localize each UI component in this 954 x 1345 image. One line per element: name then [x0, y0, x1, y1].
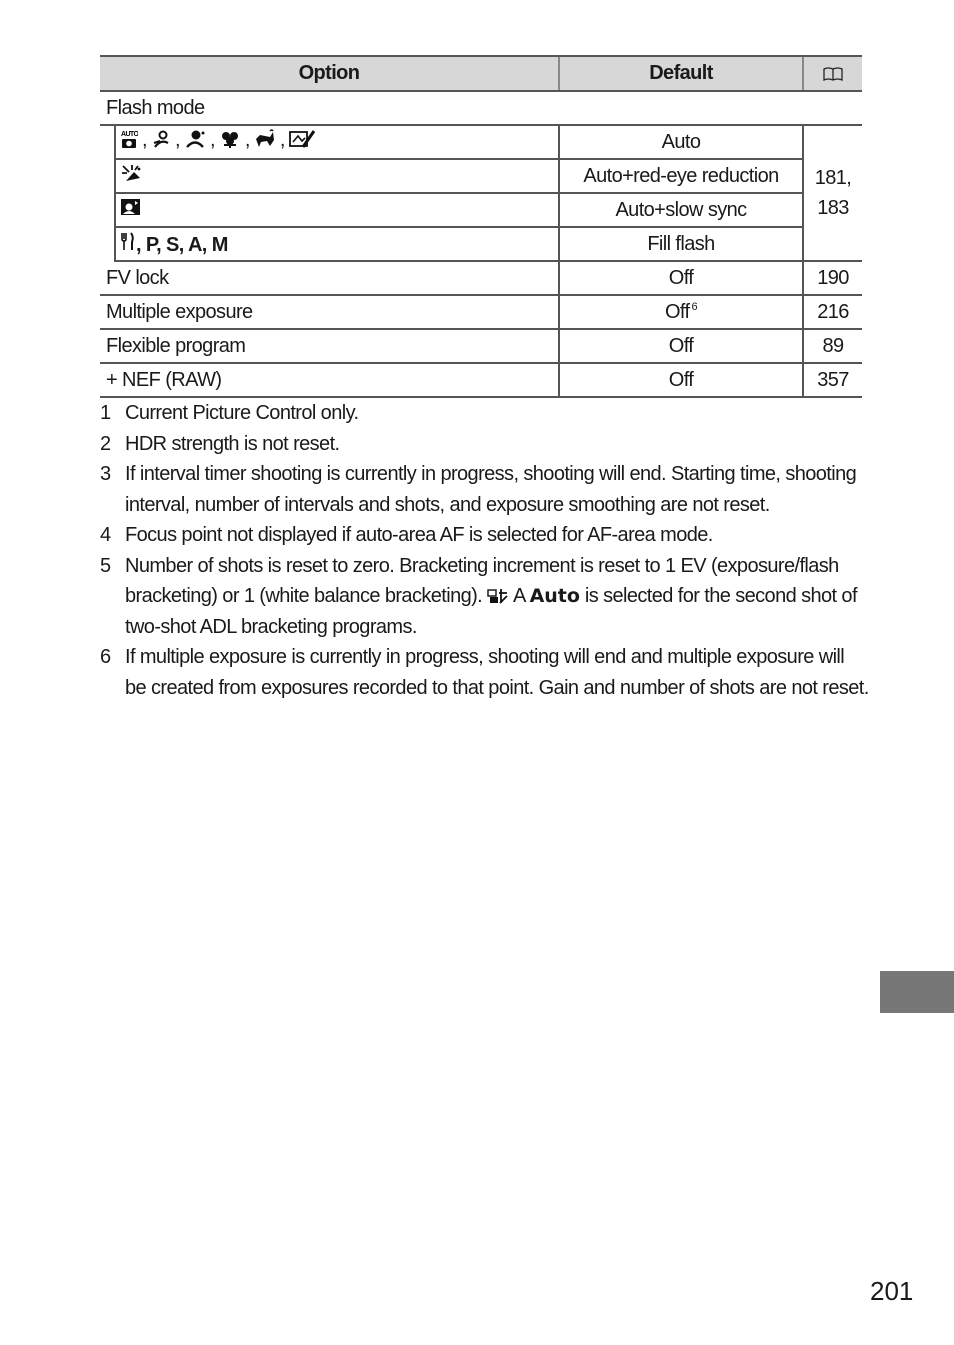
- footnote-5: 5 Number of shots is reset to zero. Bracketing increment is reset to 1 EV (exposure/flash bracketing) or 1 (white balance bracketing). A Auto is selected for the second shot of two-shot ADL bracketing programs.: [100, 554, 857, 638]
- footnotes: [100, 398, 870, 703]
- footnote-2: 2 HDR strength is not reset.: [100, 432, 340, 455]
- table-row: [100, 193, 862, 227]
- flash-default-4: Fill flash: [559, 227, 803, 261]
- flash-default-3: Auto+slow sync: [559, 193, 803, 227]
- auto-mode-icon: [120, 129, 138, 152]
- table-row: [100, 125, 862, 159]
- page-fv-lock: 190: [803, 261, 862, 295]
- night-portrait-icon: [120, 197, 142, 220]
- adl-icon: [487, 587, 509, 604]
- page-flexible-program: 89: [803, 329, 862, 363]
- auto-setting: Auto: [529, 585, 580, 607]
- page-multiple-exposure: 216: [803, 295, 862, 329]
- option-fv-lock: FV lock: [100, 261, 559, 295]
- book-icon: [823, 67, 843, 81]
- color-sketch-icon: [289, 129, 315, 152]
- food-icon: [120, 231, 136, 254]
- flash-pages-line1: 181,: [814, 167, 852, 189]
- flash-default-1: Auto: [559, 125, 803, 159]
- pet-portrait-icon: [254, 129, 276, 152]
- mode-m: M: [211, 234, 228, 256]
- mode-p: P: [145, 234, 157, 256]
- table-header-row: [100, 56, 862, 91]
- default-nef-raw: Off: [559, 363, 803, 397]
- option-header: Option: [100, 56, 559, 91]
- table-row: [100, 329, 862, 363]
- default-fv-lock: Off: [559, 261, 803, 295]
- section-tab-marker: [880, 971, 954, 1013]
- svg-text:AUTO: AUTO: [121, 131, 138, 138]
- portrait-icon: [151, 129, 171, 152]
- flash-mode-label: Flash mode: [100, 91, 862, 125]
- flash-pages-line2: 183: [817, 197, 849, 219]
- party-indoor-icon: [120, 163, 142, 186]
- table-row: [100, 295, 862, 329]
- flash-default-2: Auto+red-eye reduction: [559, 159, 803, 193]
- table-row: [100, 227, 862, 261]
- footnote-1: 1 Current Picture Control only.: [100, 402, 359, 424]
- child-icon: [184, 129, 206, 152]
- option-nef-raw: + NEF (RAW): [100, 363, 559, 397]
- option-multiple-exposure: Multiple exposure: [100, 295, 559, 329]
- default-flexible-program: Off: [559, 329, 803, 363]
- page-ref-header: [803, 56, 862, 91]
- footnote-3: 3 If interval timer shooting is currently in progress, shooting will end. Starting time, shooting interval, number of intervals and shots, and exposure smoothing are not reset.: [100, 463, 857, 516]
- default-header: Default: [559, 56, 803, 91]
- table-row: [100, 363, 862, 397]
- defaults-table: [100, 55, 862, 398]
- flash-mode-options-2: [115, 159, 559, 193]
- table-row: [100, 159, 862, 193]
- flash-mode-options-3: [115, 193, 559, 227]
- mode-a: A: [187, 234, 202, 256]
- close-up-icon: [219, 129, 241, 152]
- flash-mode-pages: [803, 125, 862, 261]
- table-row: [100, 91, 862, 125]
- flash-mode-options-1: AUTO , , , , ,: [115, 125, 559, 159]
- page-nef-raw: 357: [803, 363, 862, 397]
- option-flexible-program: Flexible program: [100, 329, 559, 363]
- footnote-6: 6 If multiple exposure is currently in progress, shooting will end and multiple exposure will be created from exposures recorded to that point. Gain and number of shots are not reset.: [100, 646, 869, 699]
- page-number: 201: [870, 1276, 914, 1306]
- footnote-4: 4 Focus point not displayed if auto-area AF is selected for AF-area mode.: [100, 524, 713, 546]
- table-row: [100, 261, 862, 295]
- flash-mode-options-4: , P, S, A, M: [115, 227, 559, 261]
- default-multiple-exposure: Off $^6$: [559, 295, 803, 329]
- mode-s: S: [166, 234, 179, 256]
- footnote-marker: 6: [691, 300, 698, 313]
